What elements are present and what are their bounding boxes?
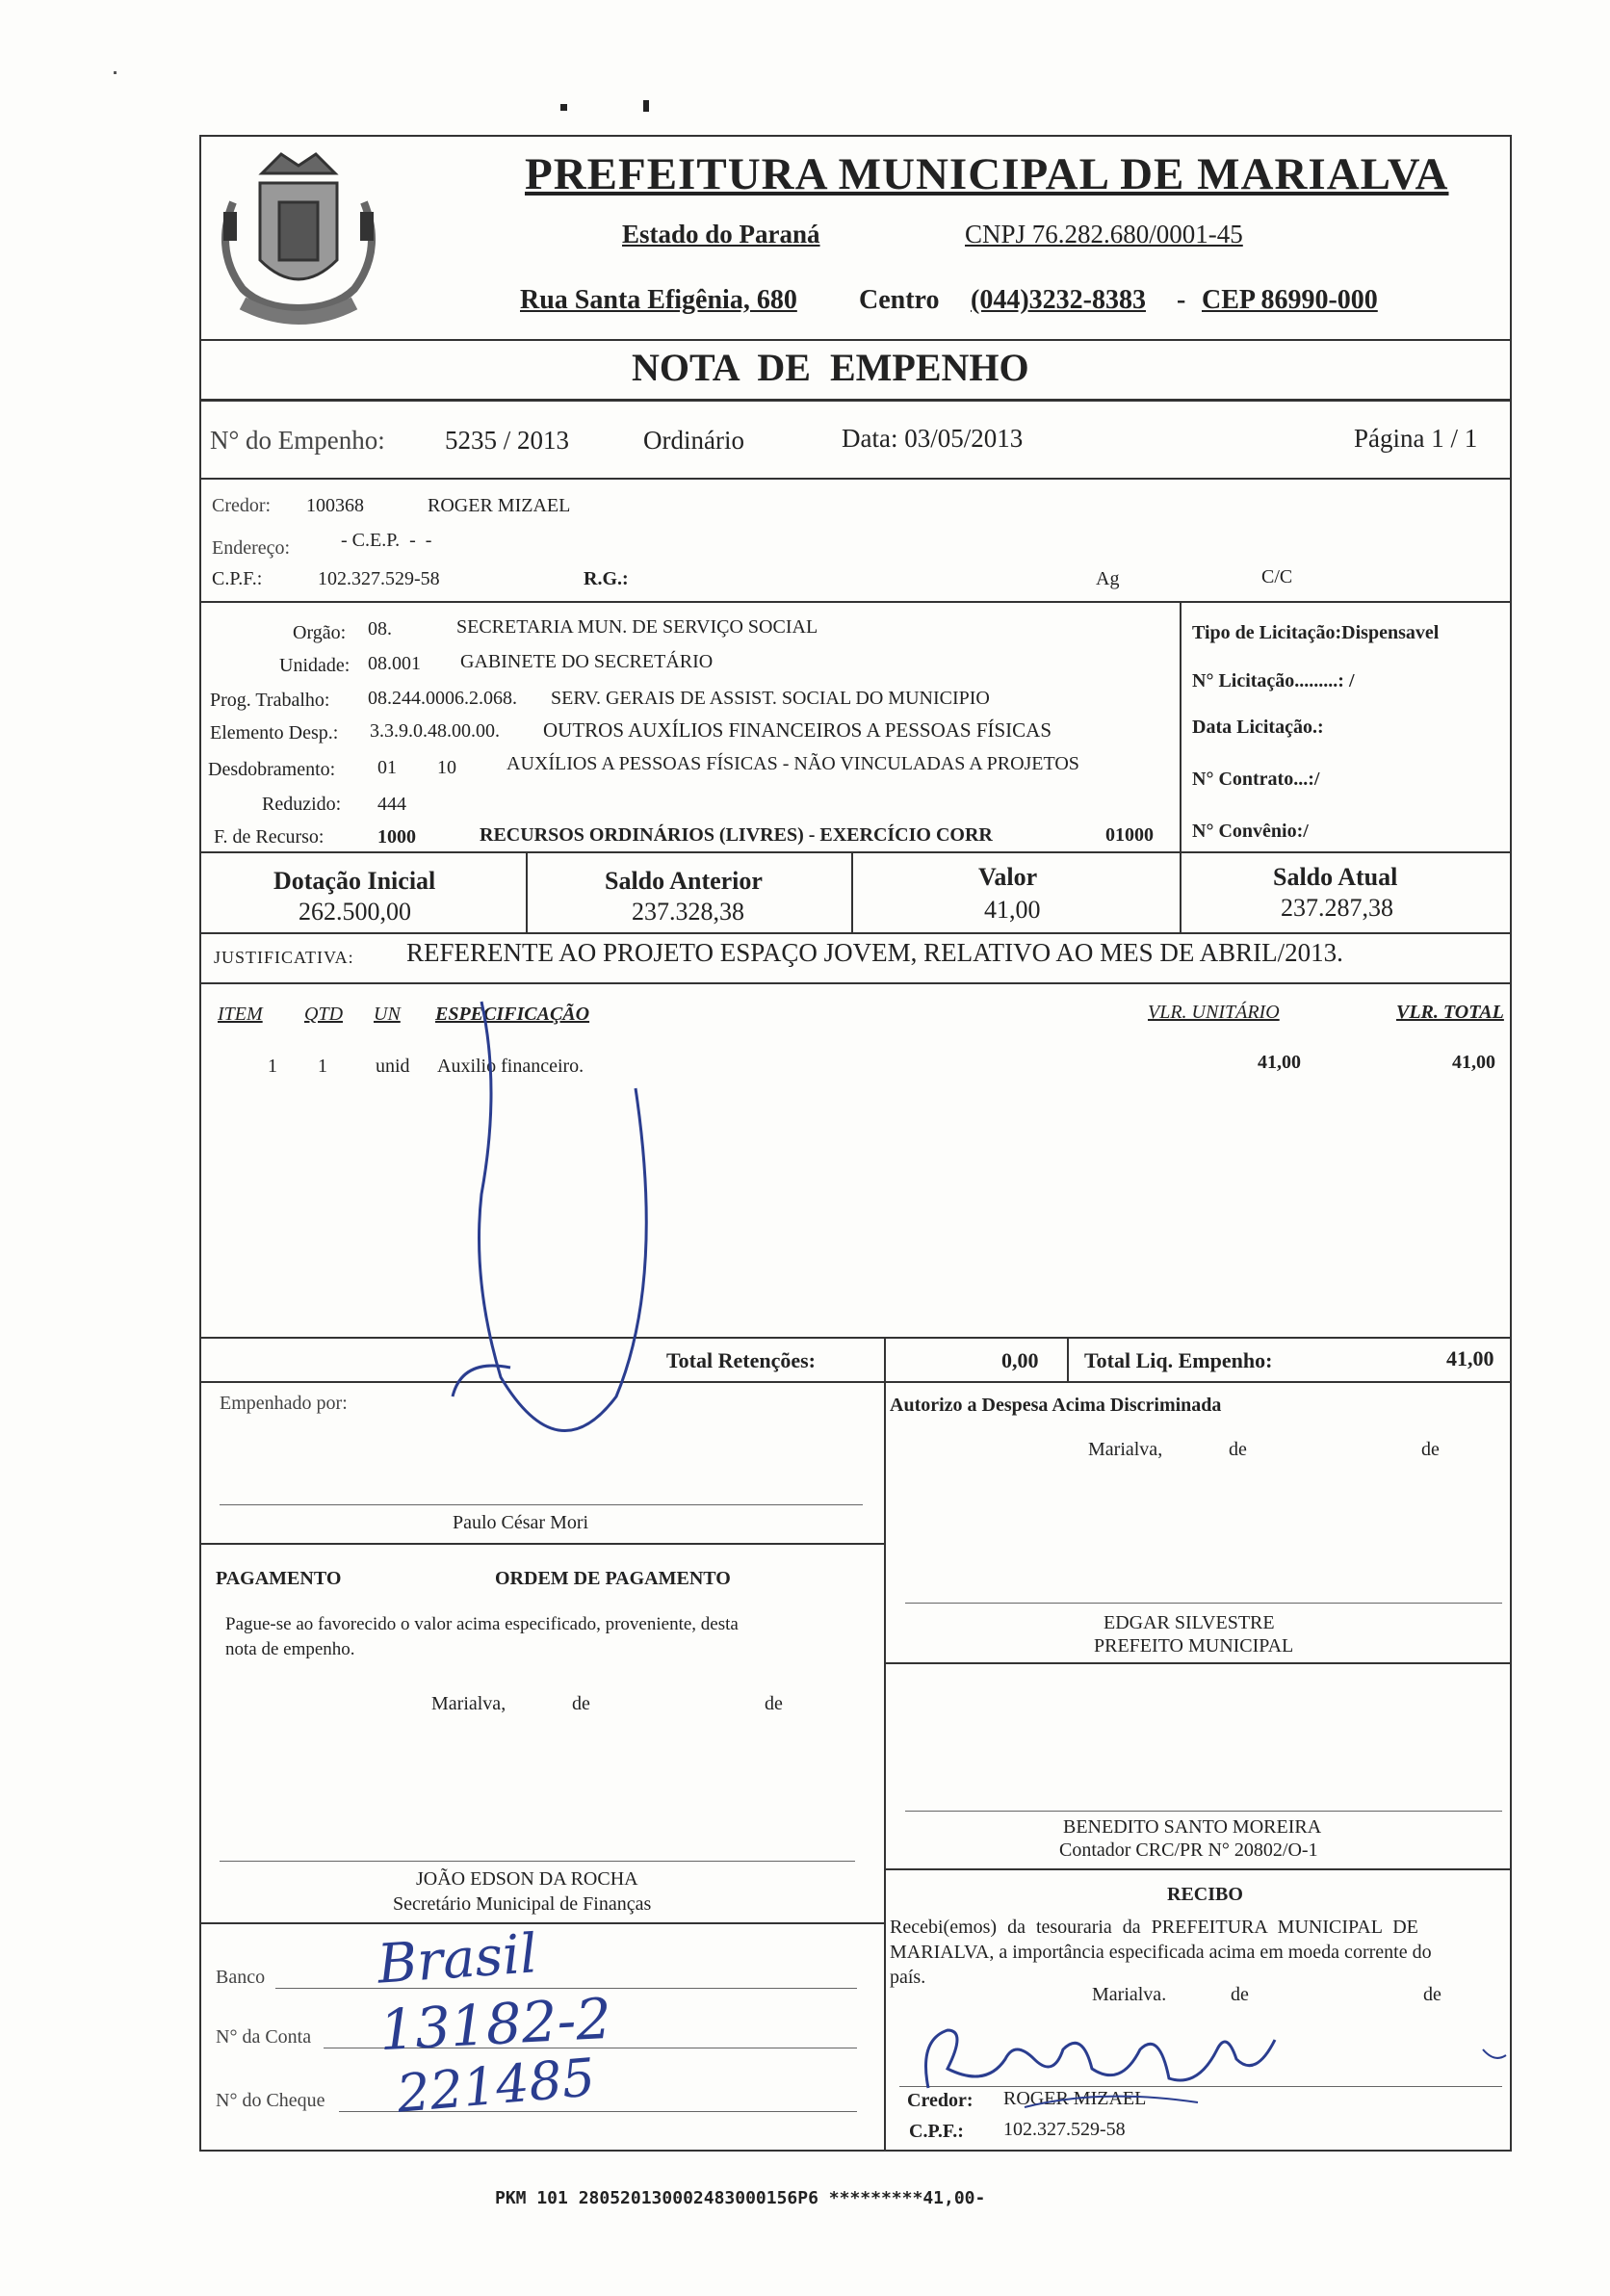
- banco-value: Brasil: [375, 1922, 539, 1996]
- col-vlr-unitario: VLR. UNITÁRIO: [1148, 1002, 1280, 1023]
- orgao-label: Orgão:: [293, 622, 347, 643]
- recibo-title: RECIBO: [1167, 1884, 1243, 1905]
- empenho-number: 5235 / 2013: [445, 426, 570, 455]
- desdobramento-label: Desdobramento:: [208, 759, 336, 780]
- recibo-city: Marialva.: [1092, 1984, 1167, 2005]
- elemento-code: 3.3.9.0.48.00.00.: [370, 720, 500, 742]
- unidade-name: GABINETE DO SECRETÁRIO: [460, 651, 714, 672]
- coat-of-arms-logo: [204, 144, 393, 337]
- pagamento-city: Marialva,: [431, 1693, 506, 1714]
- row-item: 1: [268, 1056, 277, 1077]
- liq-value: 41,00: [1446, 1346, 1494, 1370]
- credor-signature: [909, 2011, 1313, 2117]
- saldo-atual-label: Saldo Atual: [1273, 863, 1398, 891]
- header-title: PREFEITURA MUNICIPAL DE MARIALVA: [525, 149, 1449, 199]
- rg-label: R.G.:: [584, 568, 629, 589]
- autorizo-label: Autorizo a Despesa Acima Discriminada: [890, 1395, 1222, 1416]
- unidade-label: Unidade:: [279, 655, 351, 676]
- conta-value: 13182-2: [377, 1985, 613, 2064]
- banco-label: Banco: [216, 1967, 266, 1988]
- cpf-label: C.P.F.:: [212, 568, 263, 589]
- cheque-value: 221485: [394, 2047, 598, 2125]
- recurso-label: F. de Recurso:: [214, 826, 325, 848]
- row-spec: Auxilio financeiro.: [437, 1056, 584, 1077]
- pagamento-de1: de: [572, 1693, 590, 1714]
- document-title: NOTA DE EMPENHO: [632, 346, 1029, 389]
- retencoes-label: Total Retenções:: [666, 1348, 816, 1372]
- endereco-value: - C.E.P. - -: [341, 530, 432, 551]
- valor-value: 41,00: [984, 896, 1041, 924]
- recibo-de2: de: [1423, 1984, 1441, 2005]
- cheque-label: N° do Cheque: [216, 2090, 325, 2111]
- elemento-label: Elemento Desp.:: [210, 722, 339, 744]
- credor-label: Credor:: [212, 495, 272, 516]
- stray-mark: [643, 100, 649, 112]
- header-cep: CEP 86990-000: [1202, 285, 1378, 315]
- orgao-code: 08.: [368, 618, 392, 639]
- desdobramento-a: 01: [377, 757, 397, 778]
- col-qtd: QTD: [304, 1004, 344, 1025]
- prefeito-name: EDGAR SILVESTRE: [1104, 1612, 1275, 1633]
- desdobramento-name: AUXÍLIOS A PESSOAS FÍSICAS - NÃO VINCULADAS A PROJETOS: [506, 753, 1079, 774]
- secretario-title: Secretário Municipal de Finanças: [393, 1893, 652, 1915]
- prog-name: SERV. GERAIS DE ASSIST. SOCIAL DO MUNICIPIO: [551, 688, 990, 709]
- ordem-pagamento: ORDEM DE PAGAMENTO: [495, 1568, 731, 1589]
- recibo-cpf-label: C.P.F.:: [909, 2121, 964, 2142]
- row-unit: 41,00: [1258, 1052, 1301, 1073]
- col-un: UN: [374, 1004, 401, 1025]
- credor-code: 100368: [306, 495, 364, 516]
- stray-mark: [114, 71, 117, 74]
- empenho-type: Ordinário: [643, 426, 744, 455]
- saldo-anterior-value: 237.328,38: [632, 898, 744, 926]
- empenho-page: Página 1 / 1: [1354, 424, 1478, 453]
- empenhado-label: Empenhado por:: [220, 1393, 348, 1414]
- autorizo-de2: de: [1421, 1439, 1440, 1460]
- recibo-credor-name: ROGER MIZAEL: [1003, 2088, 1147, 2109]
- reduzido-label: Reduzido:: [262, 794, 342, 815]
- reduzido-value: 444: [377, 794, 406, 815]
- pagamento-de2: de: [765, 1693, 783, 1714]
- recibo-text1: Recebi(emos) da tesouraria da PREFEITURA MUNICIPAL DE: [890, 1917, 1418, 1938]
- credor-name: ROGER MIZAEL: [428, 495, 571, 516]
- saldo-atual-value: 237.287,38: [1281, 894, 1393, 922]
- recibo-text3: país.: [890, 1967, 926, 1988]
- licitacao-tipo: Tipo de Licitação:Dispensavel: [1192, 622, 1440, 643]
- ag-label: Ag: [1096, 568, 1120, 589]
- dotacao-inicial-value: 262.500,00: [299, 898, 411, 926]
- justificativa-text: REFERENTE AO PROJETO ESPAÇO JOVEM, RELATIVO AO MES DE ABRIL/2013.: [406, 938, 1343, 967]
- recibo-de1: de: [1231, 1984, 1249, 2005]
- valor-label: Valor: [978, 863, 1038, 891]
- pagamento-text1: Pague-se ao favorecido o valor acima especificado, proveniente, desta: [225, 1614, 739, 1634]
- prefeito-title: PREFEITO MUNICIPAL: [1094, 1635, 1294, 1657]
- secretario-name: JOÃO EDSON DA ROCHA: [416, 1868, 638, 1890]
- col-especificacao: ESPECIFICAÇÃO: [435, 1004, 590, 1025]
- footer-code: PKM 101 280520130002483000156P6 *********41,00-: [495, 2188, 986, 2208]
- col-vlr-total: VLR. TOTAL: [1396, 1002, 1504, 1023]
- row-total: 41,00: [1452, 1052, 1495, 1073]
- autorizo-city: Marialva,: [1088, 1439, 1163, 1460]
- licitacao-data: Data Licitação.:: [1192, 717, 1324, 738]
- cc-label: C/C: [1261, 566, 1293, 587]
- empenho-date: Data: 03/05/2013: [842, 424, 1024, 453]
- retencoes-value: 0,00: [1001, 1348, 1039, 1372]
- orgao-name: SECRETARIA MUN. DE SERVIÇO SOCIAL: [456, 616, 818, 638]
- prog-code: 08.244.0006.2.068.: [368, 688, 517, 709]
- endereco-label: Endereço:: [212, 537, 291, 559]
- conta-label: N° da Conta: [216, 2026, 312, 2048]
- col-item: ITEM: [218, 1004, 263, 1025]
- contador-name: BENEDITO SANTO MOREIRA: [1063, 1816, 1322, 1838]
- recurso-num: 01000: [1105, 824, 1154, 846]
- empenhado-name: Paulo César Mori: [453, 1512, 589, 1533]
- contador-title: Contador CRC/PR N° 20802/O-1: [1059, 1839, 1318, 1861]
- liq-label: Total Liq. Empenho:: [1084, 1348, 1273, 1372]
- elemento-name: OUTROS AUXÍLIOS FINANCEIROS A PESSOAS FÍSICAS: [543, 718, 1052, 742]
- recibo-credor-label: Credor:: [907, 2090, 974, 2111]
- header-phone: (044)3232-8383: [971, 285, 1146, 315]
- dotacao-inicial-label: Dotação Inicial: [273, 867, 436, 895]
- licitacao-numero: N° Licitação.........: /: [1192, 670, 1355, 691]
- empenhado-signature: [443, 973, 674, 1512]
- pagamento-label: PAGAMENTO: [216, 1568, 342, 1589]
- recurso-name: RECURSOS ORDINÁRIOS (LIVRES) - EXERCÍCIO CORR: [480, 824, 993, 846]
- header-estado: Estado do Paraná: [622, 220, 820, 248]
- header-dash: -: [1177, 285, 1186, 315]
- autorizo-de1: de: [1229, 1439, 1247, 1460]
- justificativa-label: JUSTIFICATIVA:: [214, 948, 354, 967]
- recurso-code: 1000: [377, 826, 416, 848]
- licitacao-convenio: N° Convênio:/: [1192, 821, 1309, 842]
- recibo-text2: MARIALVA, a importância especificada acima em moeda corrente do: [890, 1942, 1432, 1963]
- row-un: unid: [376, 1056, 410, 1077]
- pagamento-text2: nota de empenho.: [225, 1639, 355, 1659]
- licitacao-contrato: N° Contrato...:/: [1192, 769, 1320, 790]
- recibo-cpf: 102.327.529-58: [1003, 2119, 1126, 2140]
- stray-mark: [560, 104, 567, 111]
- prog-label: Prog. Trabalho:: [210, 690, 330, 711]
- row-qtd: 1: [318, 1056, 327, 1077]
- header-centro: Centro: [859, 285, 940, 315]
- header-cnpj: CNPJ 76.282.680/0001-45: [965, 220, 1243, 248]
- pen-mark: [1481, 2046, 1510, 2065]
- empenho-label: N° do Empenho:: [210, 426, 385, 455]
- cpf-value: 102.327.529-58: [318, 568, 440, 589]
- header-address: Rua Santa Efigênia, 680: [520, 285, 797, 315]
- unidade-code: 08.001: [368, 653, 421, 674]
- desdobramento-b: 10: [437, 757, 456, 778]
- saldo-anterior-label: Saldo Anterior: [605, 867, 763, 895]
